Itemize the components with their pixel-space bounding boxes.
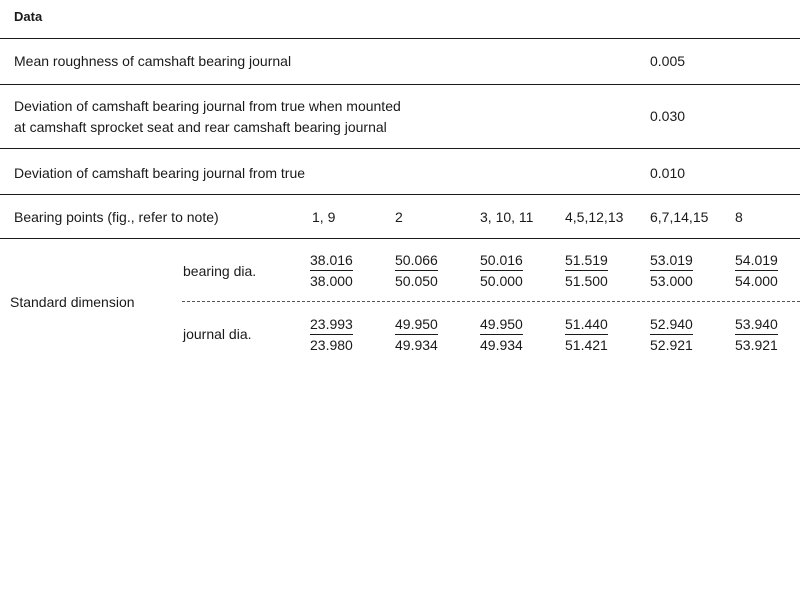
bearing-dia-lower: 54.000 bbox=[735, 273, 778, 289]
journal-dia-value bbox=[480, 316, 523, 354]
journal-dia-value bbox=[650, 316, 693, 354]
journal-dia-lower: 49.934 bbox=[395, 337, 438, 353]
row-label-deviation-true: Deviation of camshaft bearing journal from true bbox=[14, 165, 306, 181]
row-value-deviation-true: 0.010 bbox=[650, 165, 686, 181]
rule-2 bbox=[0, 148, 800, 149]
bearing-dia-upper: 54.019 bbox=[735, 252, 778, 271]
journal-dia-upper: 51.440 bbox=[565, 316, 608, 335]
standard-dimension-label: Standard dimension bbox=[10, 294, 135, 310]
journal-dia-upper: 53.940 bbox=[735, 316, 778, 335]
journal-dia-upper: 52.940 bbox=[650, 316, 693, 335]
bearing-dia-lower: 53.000 bbox=[650, 273, 693, 289]
journal-dia-upper: 49.950 bbox=[395, 316, 438, 335]
row-label-deviation-mounted-line1: Deviation of camshaft bearing journal from true when mounted bbox=[14, 98, 401, 114]
journal-dia-value bbox=[310, 316, 353, 354]
rule-3 bbox=[0, 194, 800, 195]
journal-dia-upper: 23.993 bbox=[310, 316, 353, 335]
bearing-dia-upper: 50.016 bbox=[480, 252, 523, 271]
row-value-deviation-mounted: 0.030 bbox=[650, 108, 686, 124]
bearing-dia-value bbox=[480, 252, 523, 290]
bearing-point-col-2: 2 bbox=[395, 209, 403, 225]
bearing-dia-upper: 53.019 bbox=[650, 252, 693, 271]
journal-dia-label: journal dia. bbox=[183, 326, 252, 342]
rule-1 bbox=[0, 84, 800, 85]
journal-dia-lower: 53.921 bbox=[735, 337, 778, 353]
journal-dia-value bbox=[735, 316, 778, 354]
rule-top bbox=[0, 38, 800, 39]
journal-dia-value bbox=[565, 316, 608, 354]
bearing-dia-upper: 51.519 bbox=[565, 252, 608, 271]
rule-dashed bbox=[182, 301, 800, 302]
journal-dia-lower: 52.921 bbox=[650, 337, 693, 353]
bearing-dia-lower: 51.500 bbox=[565, 273, 608, 289]
bearing-dia-upper: 50.066 bbox=[395, 252, 438, 271]
bearing-dia-lower: 50.050 bbox=[395, 273, 438, 289]
row-label-deviation-mounted-line2: at camshaft sprocket seat and rear camshaft bearing journal bbox=[14, 119, 387, 135]
bearing-dia-value bbox=[565, 252, 608, 290]
bearing-dia-value bbox=[735, 252, 778, 290]
rule-4 bbox=[0, 238, 800, 239]
bearing-dia-value bbox=[395, 252, 438, 290]
bearing-point-col-6: 8 bbox=[735, 209, 743, 225]
bearing-dia-label: bearing dia. bbox=[183, 263, 257, 279]
journal-dia-lower: 49.934 bbox=[480, 337, 523, 353]
bearing-point-col-3: 3, 10, 11 bbox=[480, 209, 534, 225]
journal-dia-lower: 51.421 bbox=[565, 337, 608, 353]
journal-dia-value bbox=[395, 316, 438, 354]
bearing-dia-lower: 50.000 bbox=[480, 273, 523, 289]
journal-dia-lower: 23.980 bbox=[310, 337, 353, 353]
bearing-dia-lower: 38.000 bbox=[310, 273, 353, 289]
bearing-dia-value bbox=[650, 252, 693, 290]
bearing-points-label: Bearing points (fig., refer to note) bbox=[14, 209, 219, 225]
journal-dia-upper: 49.950 bbox=[480, 316, 523, 335]
row-value-mean-roughness: 0.005 bbox=[650, 53, 686, 69]
bearing-dia-upper: 38.016 bbox=[310, 252, 353, 271]
bearing-point-col-4: 4,5,12,13 bbox=[565, 209, 624, 225]
bearing-point-col-1: 1, 9 bbox=[312, 209, 336, 225]
bearing-dia-value bbox=[310, 252, 353, 290]
row-label-mean-roughness: Mean roughness of camshaft bearing journal bbox=[14, 53, 292, 69]
table-title: Data bbox=[14, 9, 43, 24]
bearing-point-col-5: 6,7,14,15 bbox=[650, 209, 709, 225]
